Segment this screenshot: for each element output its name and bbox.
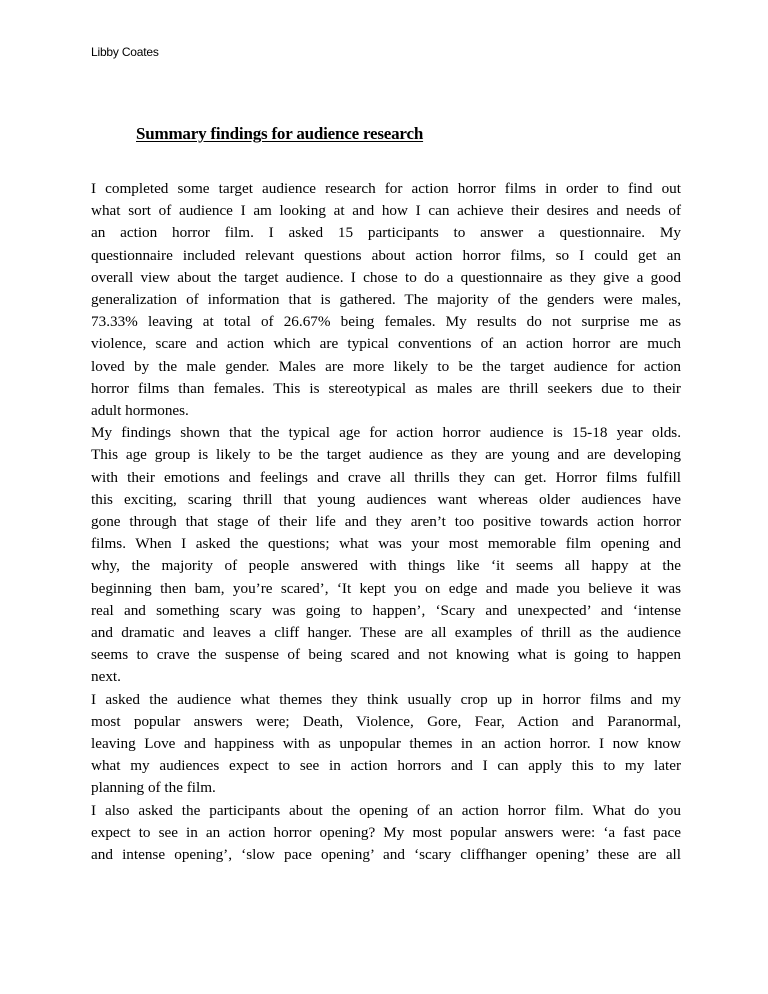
body-text-line: seems to crave the suspense of being scared and not knowing what is going to happen — [91, 646, 681, 664]
body-text-line: horror films than females. This is stereotypical as males are thrill seekers due to their — [91, 379, 681, 397]
body-text-line: an action horror film. I asked 15 participants to answer a questionnaire. My — [91, 224, 681, 242]
body-text-line: this exciting, scaring thrill that young audiences want whereas older audiences have — [91, 490, 681, 508]
body-text-line: 73.33% leaving at total of 26.67% being females. My results do not surprise me as — [91, 313, 681, 331]
body-text-line: This age group is likely to be the target audience as they are young and are developing — [91, 446, 681, 464]
body-paragraph — [91, 800, 681, 867]
body-text-line: most popular answers were; Death, Violence, Gore, Fear, Action and Paranormal, — [91, 712, 681, 730]
body-text-line: gone through that stage of their life and they aren’t too positive towards action horror — [91, 513, 681, 531]
body-text-line: and dramatic and leaves a cliff hanger. These are all examples of thrill as the audience — [91, 624, 681, 642]
body-text-line: expect to see in an action horror opening? My most popular answers were: ‘a fast pace — [91, 823, 681, 841]
body-text-line: violence, scare and action which are typical conventions of an action horror are much — [91, 335, 681, 353]
header-author-name: Libby Coates — [91, 45, 159, 59]
body-text-line: I completed some target audience research for action horror films in order to find out — [91, 180, 681, 197]
document-title: Summary findings for audience research — [136, 124, 424, 143]
body-text-line: why, the majority of people answered with things like ‘it seems all happy at the — [91, 557, 681, 575]
body-text-line: beginning then bam, you’re scared’, ‘It kept you on edge and made you believe it was — [91, 579, 681, 597]
body-text-line: generalization of information that is gathered. The majority of the genders were males, — [91, 291, 681, 309]
body-text-line: and intense opening’, ‘slow pace opening’ and ‘scary cliffhanger opening’ these are all — [91, 846, 681, 864]
body-text-line: what my audiences expect to see in action horrors and I can apply this to my later — [91, 757, 681, 775]
body-text-line: loved by the male gender. Males are more likely to be the target audience for action — [91, 357, 681, 375]
body-paragraph — [91, 422, 681, 688]
body-text-line: My findings shown that the typical age for action horror audience is 15-18 year olds. — [91, 424, 681, 442]
body-text-line: what sort of audience I am looking at and how I can achieve their desires and needs of — [91, 202, 681, 220]
body-text-line: overall view about the target audience. I chose to do a questionnaire as they give a good — [91, 268, 681, 286]
body-text-line: leaving Love and happiness with as unpopular themes in an action horror. I now know — [91, 735, 681, 753]
body-text-line: I asked the audience what themes they think usually crop up in horror films and my — [91, 690, 681, 708]
body-text-line: adult hormones. — [91, 402, 189, 420]
body-text-line: planning of the film. — [91, 779, 216, 797]
body-text-line: I also asked the participants about the opening of an action horror film. What do you — [91, 801, 681, 819]
body-text-line: films. When I asked the questions; what was your most memorable film opening and — [91, 535, 681, 553]
body-paragraph — [91, 178, 681, 422]
body-text-line: real and something scary was going to happen’, ‘Scary and unexpected’ and ‘intense — [91, 601, 681, 619]
body-text-line: next. — [91, 668, 121, 686]
document-body — [91, 178, 681, 866]
body-paragraph — [91, 689, 681, 800]
body-text-line: with their emotions and feelings and crave all thrills they can get. Horror films fulfill — [91, 468, 681, 486]
body-text-line: questionnaire included relevant questions about action horror films, so I could get an — [91, 246, 681, 264]
